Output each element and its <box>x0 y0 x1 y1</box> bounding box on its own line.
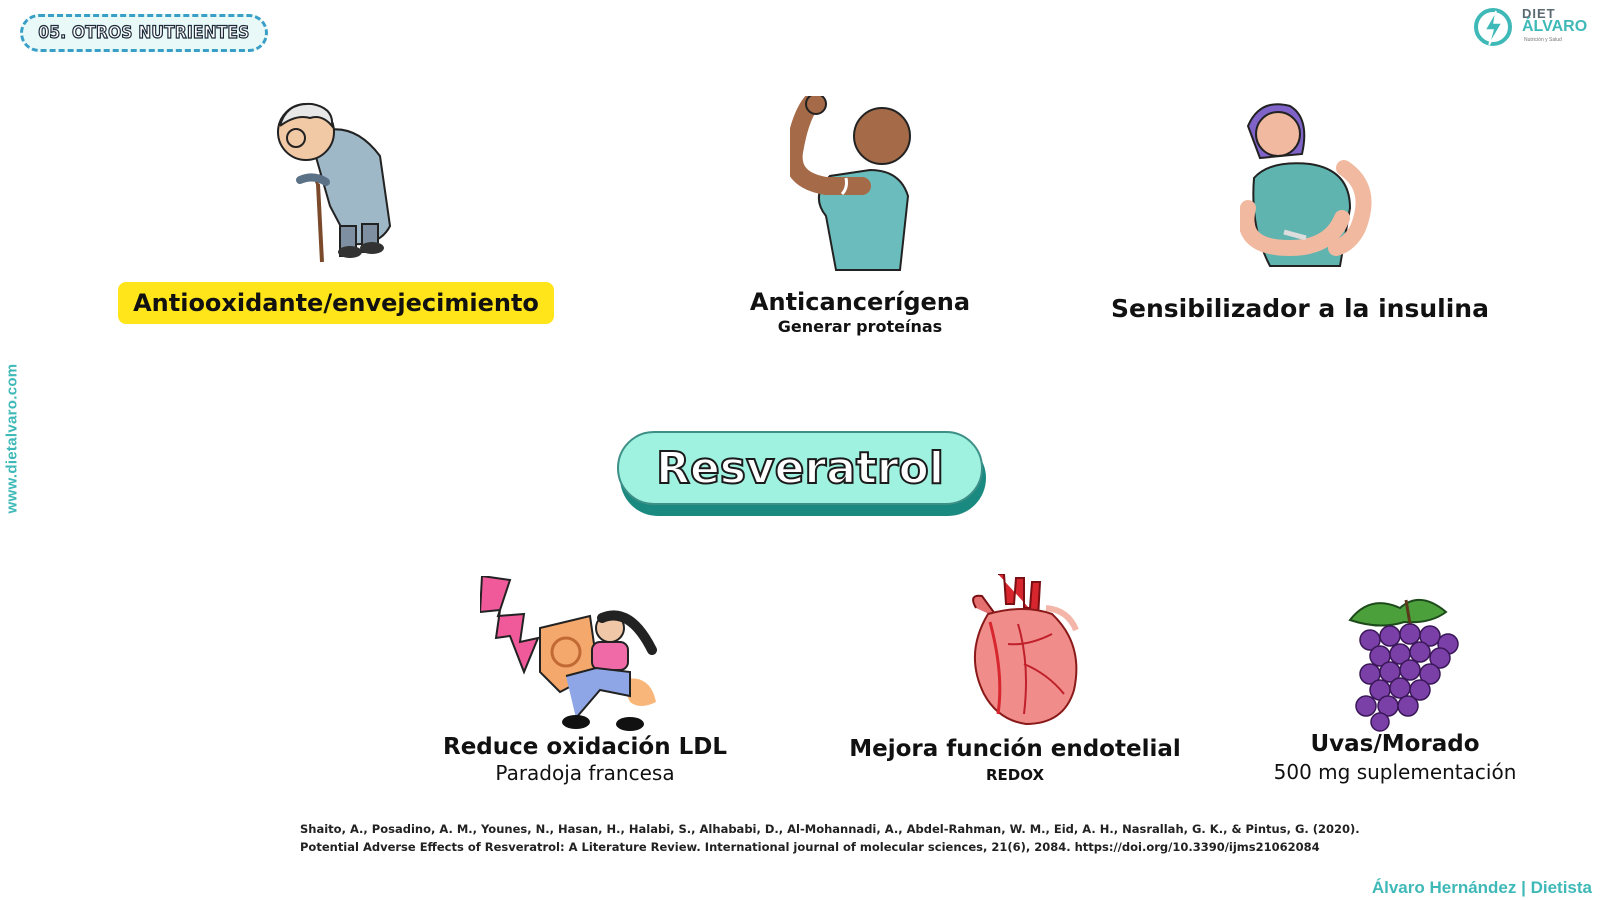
benefit-ldl-subtitle: Paradoja francesa <box>495 761 675 785</box>
center-title: Resveratrol <box>656 442 944 494</box>
benefit-endothelial-label: Mejora función endotelial <box>849 736 1181 762</box>
benefit-insulin-label: Sensibilizador a la insulina <box>1111 294 1489 323</box>
benefit-grapes-label: Uvas/Morado <box>1310 731 1480 757</box>
side-url: www.dietalvaro.com <box>3 363 21 514</box>
heart-icon <box>968 574 1088 734</box>
benefit-ldl-label: Reduce oxidación LDL <box>443 734 727 760</box>
grapes-icon <box>1340 594 1470 734</box>
benefit-antioxidant-label: Antiooxidante/envejecimiento <box>118 282 554 324</box>
logo-icon <box>1472 6 1514 48</box>
benefit-grapes-subtitle: 500 mg suplementación <box>1273 760 1517 784</box>
strong-arm-icon <box>790 96 930 276</box>
elderly-man-icon <box>270 96 410 268</box>
benefit-endothelial-subtitle: REDOX <box>985 766 1045 784</box>
author-credit: Álvaro Hernández | Dietista <box>1371 878 1592 897</box>
reference-line1: Shaito, A., Posadino, A. M., Younes, N., Hasan, H., Halabi, S., Alhababi, D., Al-Mohannadi, A., Abdel-Rahman, W. M., Eid, A. H., Nasrallah, G. K., & Pintus, G. (2020). <box>300 822 1360 836</box>
benefit-anticancer-label: Anticancerígena <box>749 288 971 316</box>
benefit-anticancer-subtitle: Generar proteínas <box>777 317 943 336</box>
lightning-shield-icon <box>480 576 680 736</box>
center-title-pill <box>617 431 983 505</box>
woman-injection-icon <box>1240 98 1380 276</box>
section-tag <box>20 14 268 52</box>
logo-tagline: Nutrición y Salud <box>1524 37 1562 43</box>
logo-line1: DIET <box>1522 6 1556 21</box>
reference-line2: Potential Adverse Effects of Resveratrol: A Literature Review. International journal of molecular sciences, 21(6), 2084. https://doi.org/10.3390/ijms21062084 <box>300 840 1320 854</box>
logo-line2: ÁLVARO <box>1522 18 1588 35</box>
section-tag-label: 05. OTROS NUTRIENTES <box>38 23 250 43</box>
